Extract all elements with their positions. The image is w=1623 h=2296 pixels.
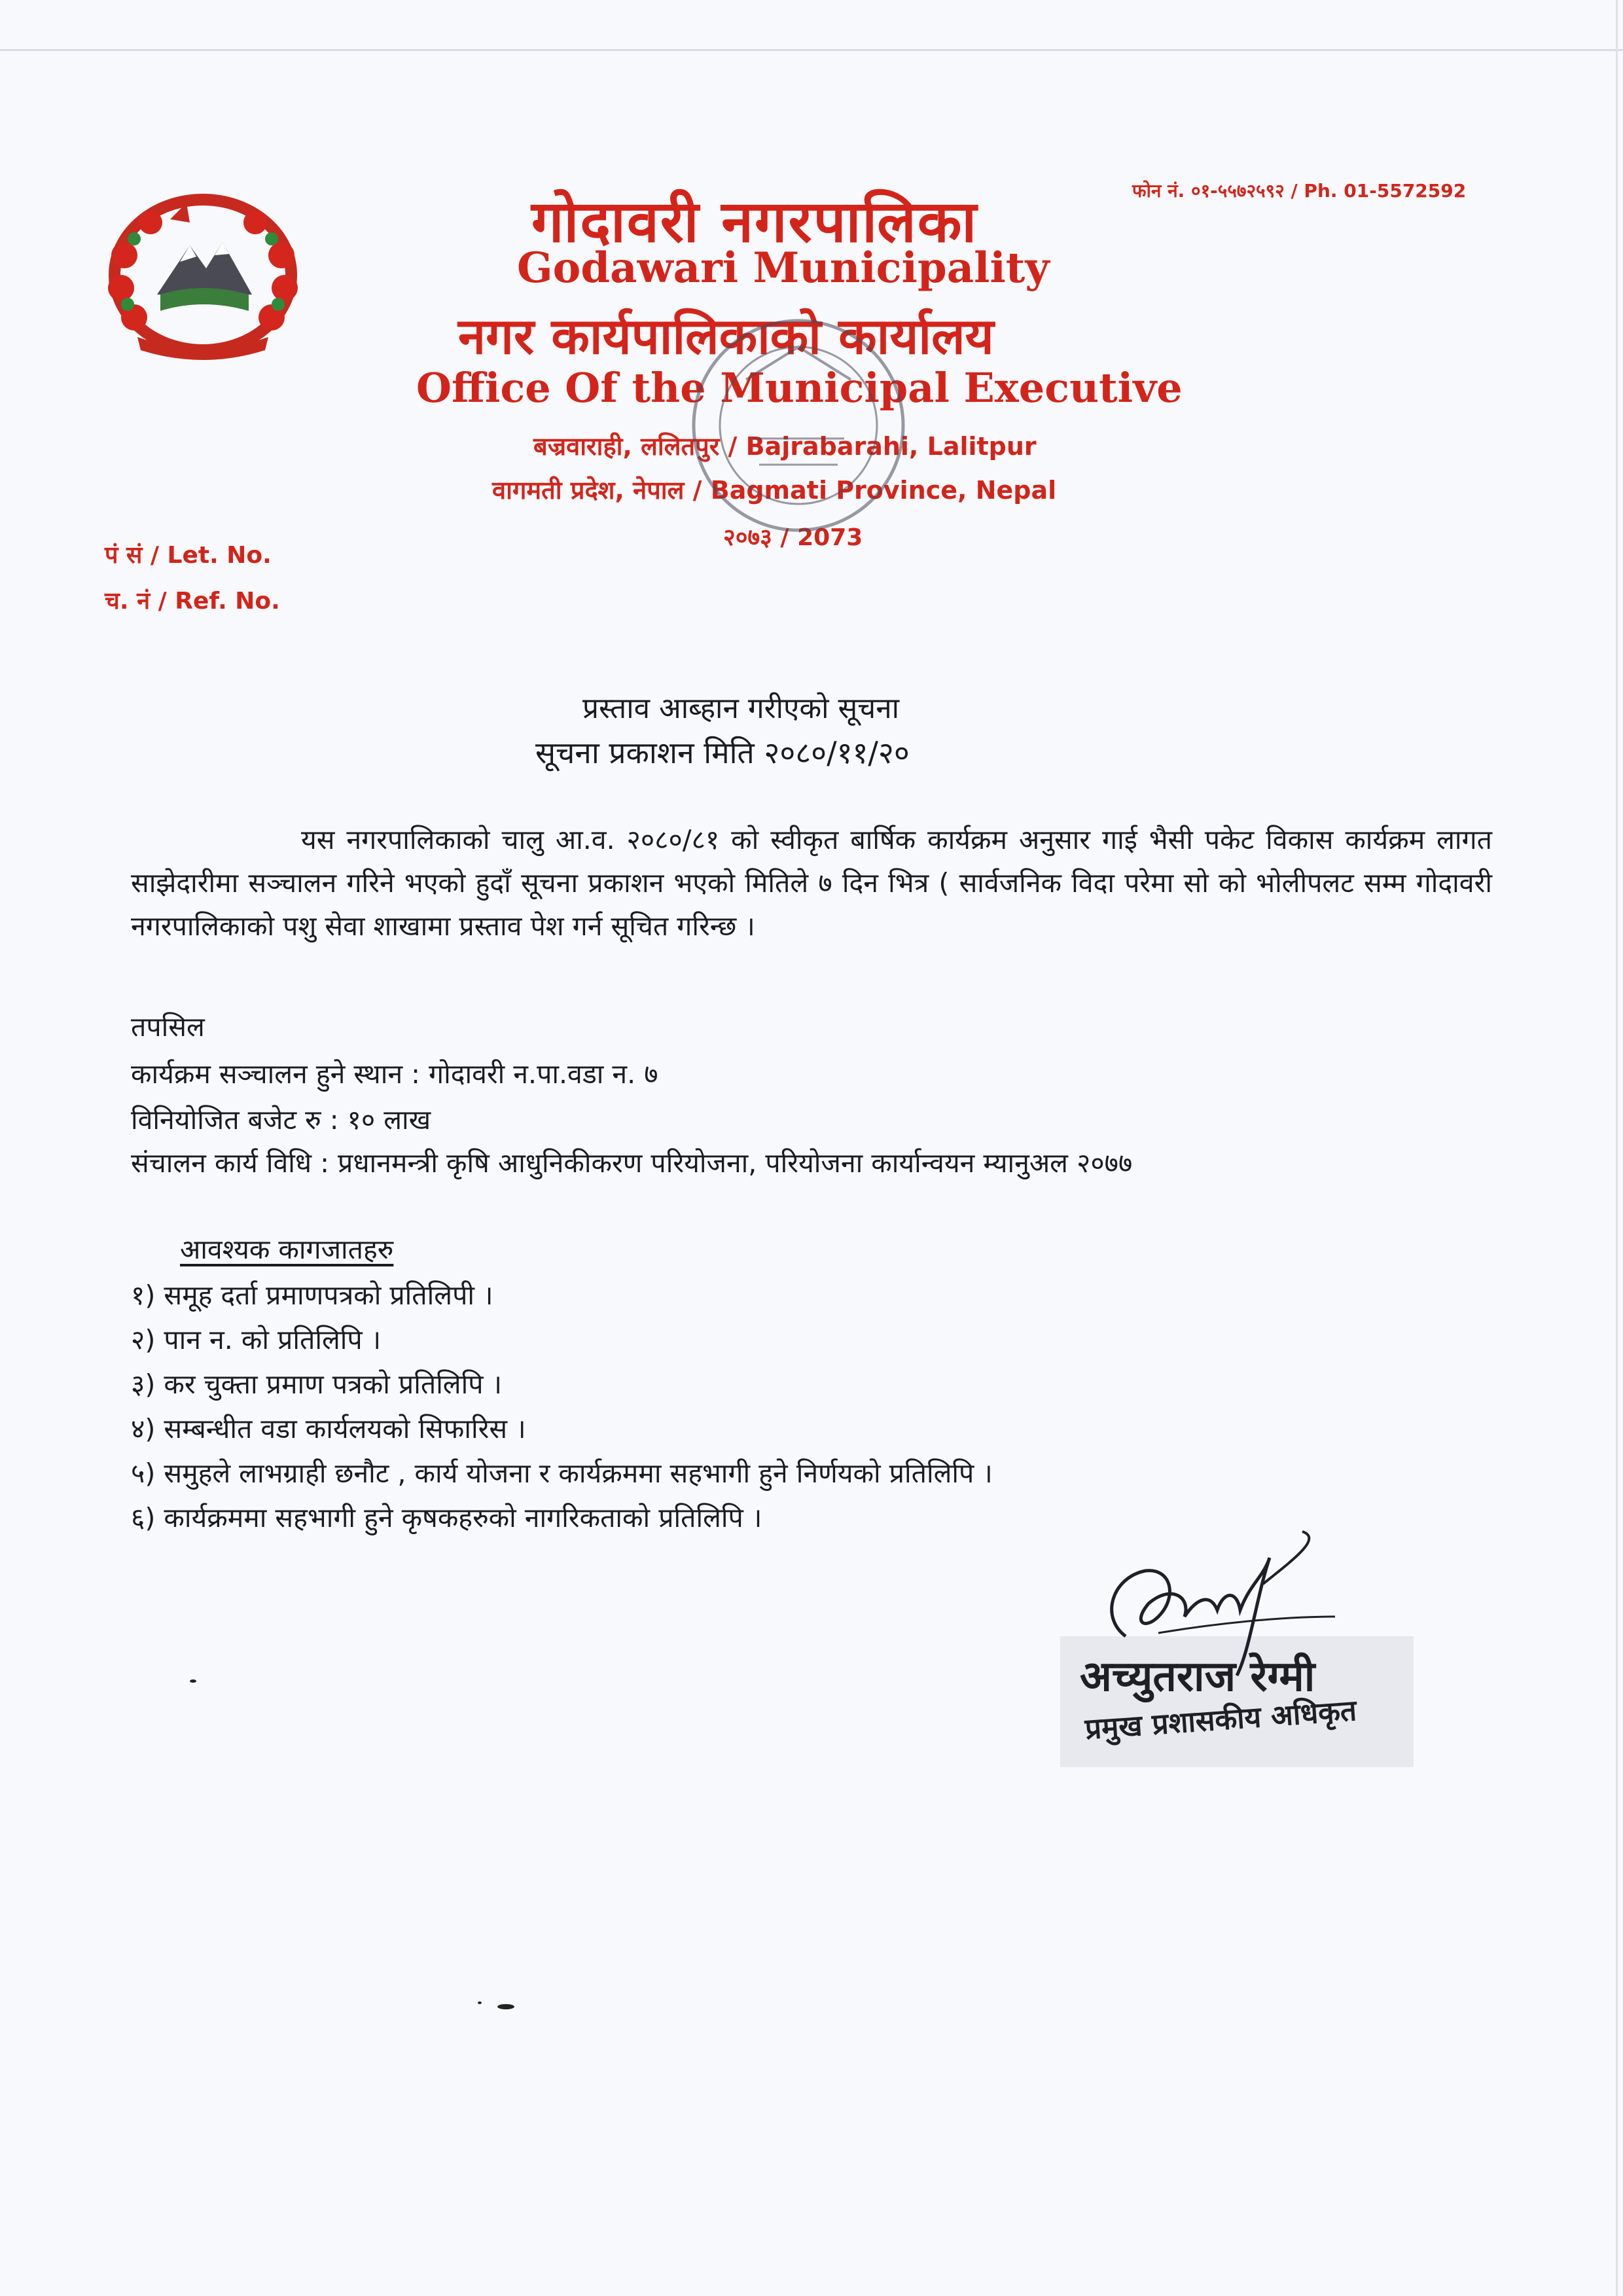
detail-location: कार्यक्रम सञ्चालन हुने स्थान : गोदावरी न.पा.वडा न. ७: [131, 1058, 658, 1090]
requirement-item: १) समूह दर्ता प्रमाणपत्रको प्रतिलिपी ।: [131, 1280, 493, 1311]
requirement-item: ३) कर चुक्ता प्रमाण पत्रको प्रतिलिपि ।: [131, 1369, 503, 1400]
address-line-2: वागमती प्रदेश, नेपाल / Bagmati Province, Nepal: [492, 476, 1057, 505]
publish-date: सूचना प्रकाशन मिति २०८०/११/२०: [535, 735, 910, 770]
scan-speck: [497, 2004, 514, 2009]
signatory-name: अच्युतराज रेग्मी: [1080, 1653, 1315, 1701]
office-name-np: नगर कार्यपालिकाको कार्यालय: [458, 307, 994, 365]
municipality-name-en: Godawari Municipality: [517, 243, 1050, 293]
signatory-title: प्रमुख प्रशासकीय अधिकृत: [1084, 1694, 1358, 1747]
requirement-item: ४) सम्बन्धीत वडा कार्यलयको सिफारिस ।: [131, 1413, 526, 1444]
address-line-1: बज्रवाराही, ललितपुर / Bajrabarahi, Lalitpur: [533, 432, 1037, 461]
scan-edge-right: [1616, 0, 1618, 2296]
notice-title: प्रस्ताव आब्हान गरीएको सूचना: [582, 692, 900, 725]
nepal-emblem-logo: [98, 183, 308, 360]
municipality-name-np: गोदावरी नगरपालिका: [531, 188, 978, 255]
detail-procedure: संचालन कार्य विधि : प्रधानमन्त्री कृषि आधुनिकीकरण परियोजना, परियोजना कार्यान्वयन म्यानुअल २०७७: [131, 1147, 1133, 1179]
established-year: २०७३ / 2073: [723, 524, 863, 551]
detail-budget: विनियोजित बजेट रु : १० लाख: [131, 1104, 431, 1136]
scan-speck: [478, 2001, 482, 2004]
office-name-en: Office Of the Municipal Executive: [416, 364, 1183, 412]
phone-number: फोन नं. ०१-५५७२५९२ / Ph. 01-5572592: [1132, 180, 1467, 202]
requirement-item: ५) समुहले लाभग्राही छनौट , कार्य योजना र कार्यक्रममा सहभागी हुने निर्णयको प्रतिलिपि ।: [131, 1458, 993, 1489]
letter-number-label: पं सं / Let. No.: [105, 542, 272, 569]
requirement-item: ६) कार्यक्रममा सहभागी हुने कृषकहरुको नागरिकताको प्रतिलिपि ।: [131, 1502, 762, 1534]
scan-edge-top: [0, 49, 1623, 51]
scan-speck: [190, 1679, 196, 1683]
details-heading: तपसिल: [131, 1011, 205, 1043]
reference-number-label: च. नं / Ref. No.: [105, 588, 280, 615]
requirements-heading: आवश्यक कागजातहरु: [180, 1234, 394, 1265]
office-stamp: [674, 308, 923, 543]
requirement-item: २) पान न. को प्रतिलिपि ।: [131, 1324, 382, 1355]
notice-body: यस नगरपालिकाको चालु आ.व. २०८०/८१ को स्वीकृत बार्षिक कार्यक्रम अनुसार गाई भैसी पकेट विकास कार्यक्रम लागत साझेदारीमा सञ्चालन गरिने भएको हुदाँ सूचना प्रकाशन भएको मितिले ७ दिन भित्र ( सार्वजनिक विदा परेमा सो को भोलीपलट सम्म गोदावरी नगरपालिकाको पशु सेवा शाखामा प्रस्ताव पेश गर्न सूचित गरिन्छ ।: [131, 824, 1492, 942]
